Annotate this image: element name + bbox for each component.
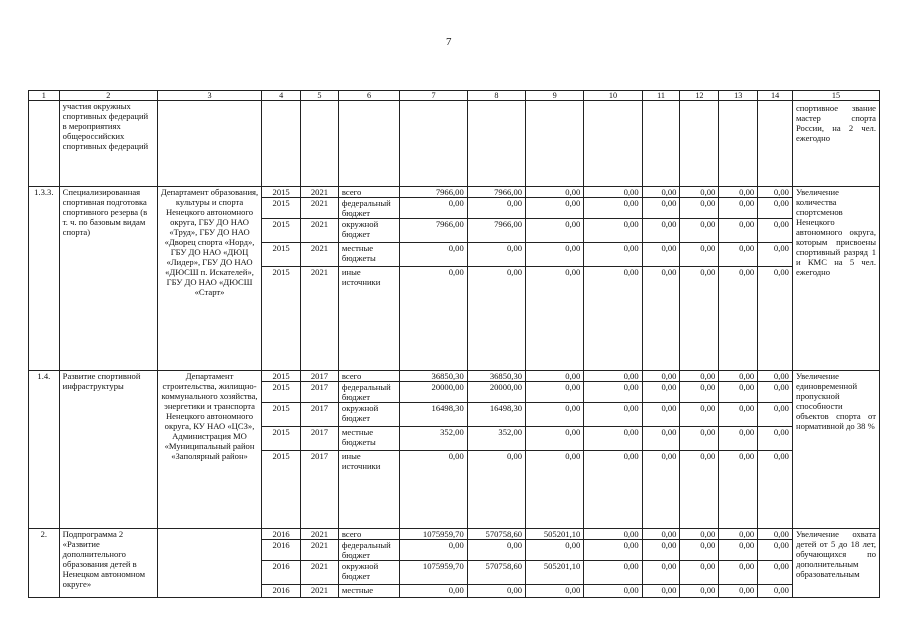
amount-cell: 0,00 — [719, 540, 758, 561]
amount-cell: 0,00 — [680, 585, 719, 598]
funding-source-cell: местные бюджеты — [338, 243, 399, 267]
amount-cell: 0,00 — [584, 403, 642, 427]
start-year-cell: 2015 — [262, 219, 301, 243]
measure-name-cell: Развитие спортивной инфраструктуры — [59, 371, 157, 529]
start-year-cell: 2015 — [262, 371, 301, 382]
start-year-cell: 2016 — [262, 540, 301, 561]
start-year-cell: 2015 — [262, 403, 301, 427]
amount-cell: 352,00 — [467, 427, 525, 451]
funding-source-cell: всего — [338, 529, 399, 540]
amount-cell: 0,00 — [584, 198, 642, 219]
amount-cell: 0,00 — [400, 451, 468, 529]
column-number-cell: 13 — [719, 91, 758, 101]
column-number-cell: 15 — [792, 91, 879, 101]
amount-cell: 0,00 — [719, 403, 758, 427]
amount-cell: 0,00 — [680, 561, 719, 585]
amount-cell: 1075959,70 — [400, 529, 468, 540]
table-row — [29, 371, 880, 382]
amount-cell: 0,00 — [584, 540, 642, 561]
empty-cell — [680, 101, 719, 187]
amount-cell: 0,00 — [400, 198, 468, 219]
amount-cell: 0,00 — [680, 219, 719, 243]
amount-cell: 0,00 — [400, 267, 468, 371]
amount-cell: 0,00 — [526, 585, 584, 598]
amount-cell: 0,00 — [526, 198, 584, 219]
amount-cell: 0,00 — [642, 243, 680, 267]
empty-cell — [29, 101, 60, 187]
funding-source-cell: иные источники — [338, 451, 399, 529]
amount-cell: 0,00 — [719, 267, 758, 371]
start-year-cell: 2015 — [262, 382, 301, 403]
column-number-cell: 6 — [338, 91, 399, 101]
amount-cell: 0,00 — [758, 403, 793, 427]
amount-cell: 0,00 — [400, 585, 468, 598]
amount-cell: 0,00 — [758, 198, 793, 219]
amount-cell: 0,00 — [400, 243, 468, 267]
amount-cell: 0,00 — [758, 585, 793, 598]
empty-cell — [642, 101, 680, 187]
amount-cell: 0,00 — [642, 561, 680, 585]
column-number-cell: 2 — [59, 91, 157, 101]
table-row — [29, 529, 880, 540]
item-number-cell: 1.4. — [29, 371, 60, 529]
amount-cell: 16498,30 — [400, 403, 468, 427]
amount-cell: 0,00 — [719, 427, 758, 451]
amount-cell: 0,00 — [526, 267, 584, 371]
amount-cell: 0,00 — [758, 187, 793, 198]
empty-cell — [157, 101, 261, 187]
amount-cell: 0,00 — [758, 243, 793, 267]
end-year-cell: 2021 — [301, 267, 339, 371]
result-cell: Увеличение количества спортсменов Ненецкого автономного округа, которым присвоены спортивный разряд 1 и КМС на 5 чел. ежегодно — [792, 187, 879, 371]
amount-cell: 0,00 — [719, 382, 758, 403]
end-year-cell: 2021 — [301, 243, 339, 267]
amount-cell: 7966,00 — [400, 187, 468, 198]
column-number-cell: 3 — [157, 91, 261, 101]
amount-cell: 0,00 — [758, 540, 793, 561]
page-number: 7 — [446, 36, 452, 48]
amount-cell: 0,00 — [719, 585, 758, 598]
end-year-cell: 2021 — [301, 540, 339, 561]
amount-cell: 505201,10 — [526, 561, 584, 585]
end-year-cell: 2021 — [301, 585, 339, 598]
start-year-cell: 2016 — [262, 529, 301, 540]
column-number-cell: 9 — [526, 91, 584, 101]
amount-cell: 0,00 — [584, 371, 642, 382]
amount-cell: 0,00 — [642, 198, 680, 219]
amount-cell: 20000,00 — [400, 382, 468, 403]
amount-cell: 0,00 — [584, 219, 642, 243]
amount-cell: 0,00 — [642, 427, 680, 451]
amount-cell: 1075959,70 — [400, 561, 468, 585]
amount-cell: 0,00 — [758, 371, 793, 382]
amount-cell: 0,00 — [642, 267, 680, 371]
end-year-cell: 2021 — [301, 198, 339, 219]
amount-cell: 0,00 — [719, 529, 758, 540]
amount-cell: 0,00 — [758, 451, 793, 529]
end-year-cell: 2021 — [301, 529, 339, 540]
amount-cell: 0,00 — [719, 371, 758, 382]
program-financing-table — [28, 90, 880, 598]
empty-cell — [719, 101, 758, 187]
funding-source-cell: иные источники — [338, 267, 399, 371]
amount-cell: 0,00 — [680, 371, 719, 382]
amount-cell: 0,00 — [467, 198, 525, 219]
result-cell: Увеличение охвата детей от 5 до 18 лет, обучающихся по дополнительным образовательным — [792, 529, 879, 598]
funding-source-cell: федеральный бюджет — [338, 382, 399, 403]
amount-cell: 0,00 — [719, 243, 758, 267]
column-number-cell: 12 — [680, 91, 719, 101]
amount-cell: 0,00 — [526, 540, 584, 561]
item-number-cell: 1.3.3. — [29, 187, 60, 371]
amount-cell: 0,00 — [680, 529, 719, 540]
amount-cell: 0,00 — [758, 529, 793, 540]
amount-cell: 0,00 — [526, 403, 584, 427]
amount-cell: 570758,60 — [467, 529, 525, 540]
amount-cell: 0,00 — [719, 561, 758, 585]
measure-name-cell: участия окружных спортивных федераций в мероприятиях общероссийских спортивных федераций — [59, 101, 157, 187]
empty-cell — [584, 101, 642, 187]
amount-cell: 0,00 — [642, 529, 680, 540]
empty-cell — [262, 101, 301, 187]
amount-cell: 16498,30 — [467, 403, 525, 427]
continuation-row — [29, 101, 880, 187]
amount-cell: 0,00 — [642, 451, 680, 529]
result-cell: Увеличение единовременной пропускной способности объектов спорта от нормативной до 38 % — [792, 371, 879, 529]
amount-cell: 0,00 — [680, 403, 719, 427]
amount-cell: 352,00 — [400, 427, 468, 451]
amount-cell: 0,00 — [680, 540, 719, 561]
funding-source-cell: федеральный бюджет — [338, 198, 399, 219]
start-year-cell: 2015 — [262, 267, 301, 371]
amount-cell: 20000,00 — [467, 382, 525, 403]
end-year-cell: 2017 — [301, 427, 339, 451]
funding-source-cell: окружной бюджет — [338, 403, 399, 427]
amount-cell: 0,00 — [758, 427, 793, 451]
amount-cell: 0,00 — [584, 585, 642, 598]
amount-cell: 0,00 — [526, 371, 584, 382]
end-year-cell: 2021 — [301, 561, 339, 585]
amount-cell: 505201,10 — [526, 529, 584, 540]
end-year-cell: 2021 — [301, 187, 339, 198]
amount-cell: 0,00 — [719, 187, 758, 198]
amount-cell: 0,00 — [680, 267, 719, 371]
amount-cell: 0,00 — [467, 585, 525, 598]
amount-cell: 570758,60 — [467, 561, 525, 585]
column-number-cell: 1 — [29, 91, 60, 101]
funding-source-cell: окружной бюджет — [338, 561, 399, 585]
table-row — [29, 187, 880, 198]
empty-cell — [301, 101, 339, 187]
amount-cell: 0,00 — [526, 451, 584, 529]
start-year-cell: 2015 — [262, 427, 301, 451]
column-number-cell: 10 — [584, 91, 642, 101]
amount-cell: 0,00 — [642, 382, 680, 403]
amount-cell: 0,00 — [467, 243, 525, 267]
measure-name-cell: Специализированная спортивная подготовка спортивного резерва (в т. ч. по базовым видам спорта) — [59, 187, 157, 371]
item-number-cell: 2. — [29, 529, 60, 598]
executor-cell — [157, 529, 261, 598]
amount-cell: 0,00 — [584, 382, 642, 403]
amount-cell: 0,00 — [584, 451, 642, 529]
column-number-cell: 8 — [467, 91, 525, 101]
amount-cell: 0,00 — [719, 219, 758, 243]
measure-name-cell: Подпрограмма 2 «Развитие дополнительного образования детей в Ненецком автономном округе» — [59, 529, 157, 598]
amount-cell: 0,00 — [467, 451, 525, 529]
amount-cell: 0,00 — [584, 561, 642, 585]
amount-cell: 0,00 — [584, 529, 642, 540]
amount-cell: 0,00 — [584, 187, 642, 198]
amount-cell: 0,00 — [680, 451, 719, 529]
amount-cell: 0,00 — [680, 382, 719, 403]
amount-cell: 7966,00 — [467, 219, 525, 243]
amount-cell: 0,00 — [642, 371, 680, 382]
amount-cell: 0,00 — [400, 540, 468, 561]
amount-cell: 0,00 — [526, 243, 584, 267]
amount-cell: 36850,30 — [400, 371, 468, 382]
amount-cell: 0,00 — [758, 382, 793, 403]
amount-cell: 0,00 — [526, 382, 584, 403]
empty-cell — [400, 101, 468, 187]
amount-cell: 0,00 — [758, 219, 793, 243]
column-number-cell: 11 — [642, 91, 680, 101]
empty-cell — [467, 101, 525, 187]
column-number-cell: 14 — [758, 91, 793, 101]
empty-cell — [526, 101, 584, 187]
empty-cell — [338, 101, 399, 187]
start-year-cell: 2015 — [262, 198, 301, 219]
executor-cell: Департамент образования, культуры и спорта Ненецкого автономного округа, ГБУ ДО НАО «Труд», ГБУ ДО НАО «Дворец спорта «Норд», ГБУ ДО НАО «ДЮЦ «Лидер», ГБУ ДО НАО «ДЮСШ п. Искателей», ГБУ ДО НАО «ДЮСШ «Старт» — [157, 187, 261, 371]
amount-cell: 0,00 — [642, 585, 680, 598]
column-number-cell: 4 — [262, 91, 301, 101]
funding-source-cell: всего — [338, 371, 399, 382]
amount-cell: 0,00 — [680, 427, 719, 451]
amount-cell: 0,00 — [642, 403, 680, 427]
start-year-cell: 2016 — [262, 561, 301, 585]
amount-cell: 36850,30 — [467, 371, 525, 382]
amount-cell: 0,00 — [680, 198, 719, 219]
amount-cell: 0,00 — [758, 561, 793, 585]
funding-source-cell: окружной бюджет — [338, 219, 399, 243]
amount-cell: 0,00 — [526, 187, 584, 198]
start-year-cell: 2015 — [262, 243, 301, 267]
amount-cell: 7966,00 — [467, 187, 525, 198]
end-year-cell: 2017 — [301, 371, 339, 382]
amount-cell: 0,00 — [719, 451, 758, 529]
amount-cell: 0,00 — [467, 540, 525, 561]
start-year-cell: 2016 — [262, 585, 301, 598]
amount-cell: 0,00 — [758, 267, 793, 371]
funding-source-cell: местные — [338, 585, 399, 598]
column-number-row — [29, 91, 880, 101]
result-cell: спортивное звание мастер спорта России, на 2 чел. ежегодно — [792, 101, 879, 187]
amount-cell: 0,00 — [584, 427, 642, 451]
amount-cell: 0,00 — [680, 187, 719, 198]
amount-cell: 0,00 — [642, 540, 680, 561]
empty-cell — [758, 101, 793, 187]
end-year-cell: 2021 — [301, 219, 339, 243]
end-year-cell: 2017 — [301, 403, 339, 427]
funding-source-cell: федеральный бюджет — [338, 540, 399, 561]
amount-cell: 0,00 — [719, 198, 758, 219]
amount-cell: 0,00 — [526, 219, 584, 243]
start-year-cell: 2015 — [262, 451, 301, 529]
amount-cell: 0,00 — [642, 219, 680, 243]
end-year-cell: 2017 — [301, 382, 339, 403]
column-number-cell: 5 — [301, 91, 339, 101]
amount-cell: 0,00 — [584, 243, 642, 267]
start-year-cell: 2015 — [262, 187, 301, 198]
amount-cell: 0,00 — [642, 187, 680, 198]
amount-cell: 7966,00 — [400, 219, 468, 243]
amount-cell: 0,00 — [526, 427, 584, 451]
end-year-cell: 2017 — [301, 451, 339, 529]
amount-cell: 0,00 — [680, 243, 719, 267]
column-number-cell: 7 — [400, 91, 468, 101]
funding-source-cell: всего — [338, 187, 399, 198]
amount-cell: 0,00 — [584, 267, 642, 371]
amount-cell: 0,00 — [467, 267, 525, 371]
executor-cell: Департамент строительства, жилищно-коммунального хозяйства, энергетики и транспорта Ненецкого автономного округа, КУ НАО «ЦСЗ», Администрация МО «Муниципальный район «Заполярный район» — [157, 371, 261, 529]
funding-source-cell: местные бюджеты — [338, 427, 399, 451]
